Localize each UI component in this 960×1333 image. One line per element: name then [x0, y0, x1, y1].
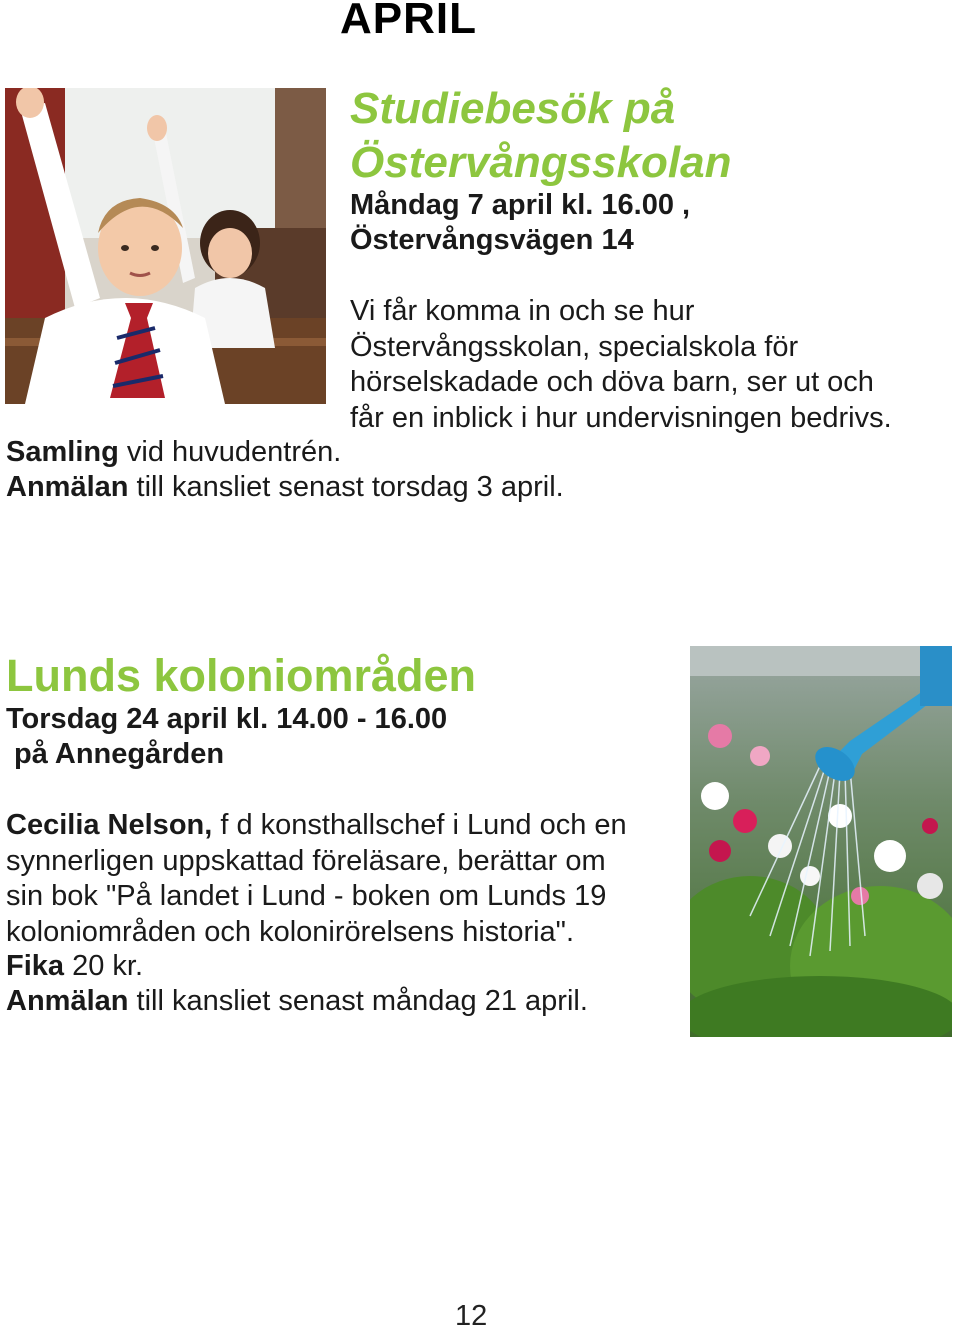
registration-text — [6, 471, 564, 504]
speaker-desc: f d konsthallschef i Lund och en — [212, 809, 627, 841]
event-description — [6, 808, 686, 950]
desc-line: Östervångsskolan, specialskola för — [350, 330, 799, 363]
speaker-name: Cecilia Nelson, — [6, 809, 213, 841]
registration-label: Anmälan — [6, 985, 129, 1017]
desc-line — [6, 808, 686, 844]
event-date-line: Torsdag 24 april kl. 14.00 - 16.00 — [6, 703, 448, 735]
registration-value: till kansliet senast torsdag 3 april. — [128, 471, 564, 503]
meeting-point-label: Samling — [6, 436, 119, 468]
meeting-point-value: vid huvudentrén. — [118, 436, 342, 468]
event-title: Lunds koloniområden — [6, 650, 477, 701]
garden-photo — [690, 646, 952, 1037]
desc-line: synnerligen uppskattad föreläsare, berättar om — [6, 844, 606, 877]
desc-line: sin bok "På landet i Lund - boken om Lunds 19 — [6, 880, 607, 912]
desc-line: Vi får komma in och se hur — [350, 295, 695, 327]
fika-price: 20 kr. — [64, 950, 144, 982]
fika-text — [6, 950, 143, 983]
event-location: Östervångsvägen 14 — [350, 224, 634, 256]
event-date — [350, 188, 690, 258]
event-title-line: Östervångsskolan — [350, 138, 732, 187]
desc-line: koloniområden och kolonirörelsens historia". — [6, 915, 575, 948]
registration-label: Anmälan — [6, 471, 129, 503]
event-location: på Annegården — [6, 738, 225, 770]
page-number: 12 — [455, 1300, 488, 1332]
meeting-point-text — [6, 436, 341, 469]
event-description — [350, 294, 950, 436]
event-title — [350, 82, 732, 190]
desc-line: får en inblick i hur undervisningen bedrivs. — [350, 401, 892, 434]
event-date-line: Måndag 7 april kl. 16.00 , — [350, 189, 691, 221]
desc-line: hörselskadade och döva barn, ser ut och — [350, 366, 874, 398]
classroom-photo — [5, 88, 326, 404]
event-title-line: Studiebesök på — [350, 84, 676, 133]
event-date — [6, 702, 447, 772]
registration-text — [6, 985, 588, 1018]
registration-value: till kansliet senast måndag 21 april. — [128, 985, 588, 1017]
page-title: APRIL — [340, 0, 477, 43]
fika-label: Fika — [6, 950, 65, 982]
